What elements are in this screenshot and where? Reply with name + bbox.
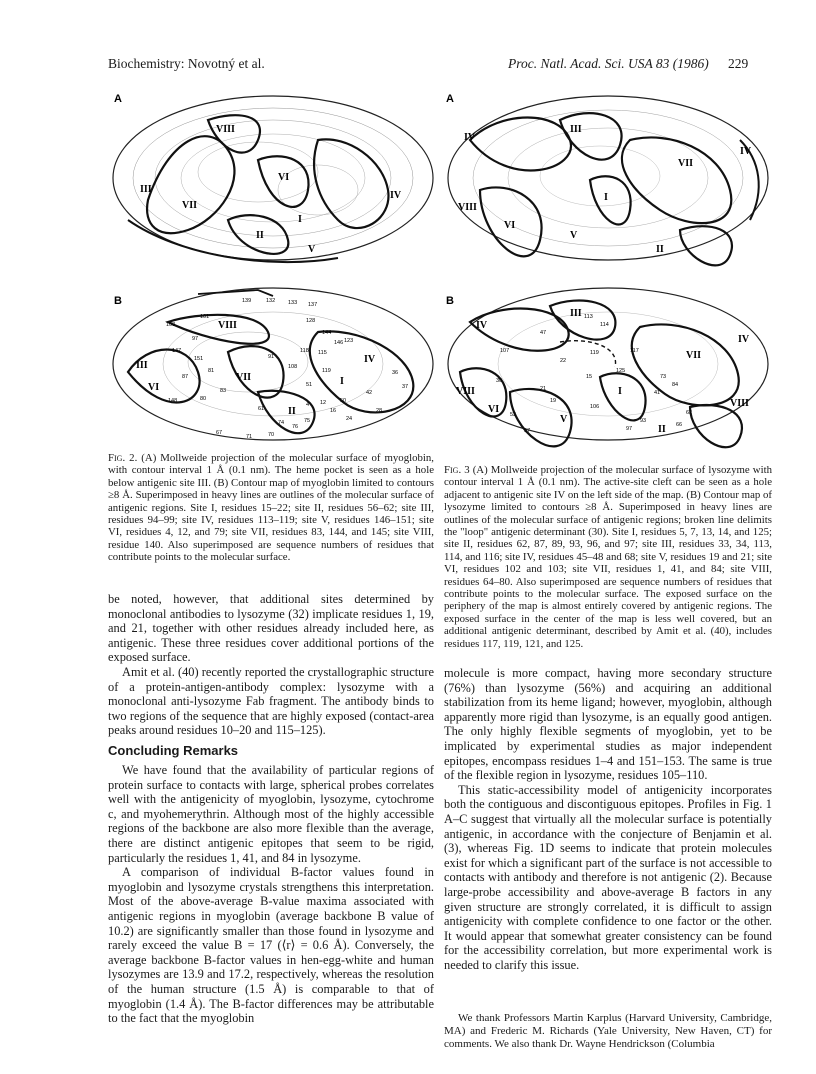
residue-number: 81	[208, 368, 215, 374]
residue-number: 47	[540, 330, 547, 336]
site-label: VI	[488, 404, 500, 415]
residue-number: 144	[322, 330, 332, 336]
site-label: VII	[686, 350, 702, 361]
residue-number: 62	[686, 410, 693, 416]
residue-number: 147	[172, 348, 182, 354]
site-label: IV	[464, 132, 476, 143]
residue-number: 42	[366, 390, 373, 396]
site-label: VII	[236, 372, 252, 383]
site-label: VI	[278, 172, 290, 183]
site-label: VIII	[456, 386, 475, 397]
left-column-top	[108, 592, 434, 738]
residue-number: 83	[220, 388, 227, 394]
site-label: I	[618, 386, 622, 397]
paragraph: A comparison of individual B-factor values found in myoglobin and lysozyme crystals strengthens this interpretation. Most of the above-average B-value maxima associated with antigenic regions in myoglobin (average backbone B value of 10.2) are significantly smaller than those found in lysozyme and rarely exceed the value B = 17 (⟨r⟩ = 0.6 Å). Conversely, the average backbone B-factor values in hen-egg-white and human lysozymes are 13.9 and 17.2, respectively, whereas the resolution of the human structure (1.5 Å) is comparable to that of myoglobin (1.4 Å). The B-factor differences may be attributable to the fact that the myoglobin	[108, 865, 434, 1026]
figure-2-caption	[108, 452, 434, 564]
site-label: VII	[678, 158, 694, 169]
site-label: II	[288, 406, 296, 417]
residue-number: 97	[192, 336, 199, 342]
site-label: VIII	[218, 320, 237, 331]
figure-2a-myoglobin-projection	[108, 80, 438, 270]
residue-number: 151	[194, 356, 204, 362]
residue-number: 91	[268, 354, 275, 360]
residue-number: 71	[246, 434, 253, 440]
site-label: V	[570, 230, 578, 241]
residue-number: 118	[300, 348, 309, 354]
figure-2a-panel-label: A	[114, 93, 122, 105]
residue-number: 53	[510, 412, 517, 418]
residue-number: 148	[168, 398, 178, 404]
residue-number: 117	[630, 348, 639, 354]
residue-number: 137	[308, 302, 318, 308]
residue-number: 12	[320, 400, 327, 406]
residue-number: 76	[292, 424, 299, 430]
residue-number: 93	[640, 418, 647, 424]
residue-number: 107	[500, 348, 510, 354]
residue-number: 119	[322, 368, 331, 374]
site-label: IV	[476, 320, 488, 331]
paragraph: This static-accessibility model of antigenicity incorporates both the contiguous and discontiguous epitopes. Profiles in Fig. 1 A–C suggest that virtually all the molecular surface is potentially antigenic, in accordance with the conjecture of Benjamin et al. (3), whereas Fig. 1D seems to indicate that protein molecules exist for which a significant part of the surface is not accessible to contacts with antibody and therefore is not antigenic (2). Because large-probe accessibility and above-average B factors in any given structure are strongly correlated, it is difficult to assign antigenicity with complete confidence to one factor or the other. It would appear that somewhat greater consistency can be found for the accessibility correlation, but more experimental work is needed to clarify this issue.	[444, 782, 772, 972]
site-label: V	[308, 244, 316, 255]
site-label: VIII	[730, 398, 749, 409]
site-label: VIII	[458, 202, 477, 213]
residue-number: 21	[540, 386, 547, 392]
residue-number: 87	[182, 374, 189, 380]
residue-number: 146	[334, 340, 344, 346]
residue-number: 16	[330, 408, 337, 414]
residue-number: 113	[584, 314, 593, 320]
site-label: III	[570, 124, 582, 135]
right-column-body	[444, 666, 772, 972]
site-label: I	[604, 192, 608, 203]
site-label: II	[256, 230, 264, 241]
residue-number: 80	[200, 396, 207, 402]
residue-number: 97	[626, 426, 633, 432]
site-label: IV	[364, 354, 376, 365]
page-number: 229	[728, 56, 749, 71]
residue-number: 132	[266, 298, 276, 304]
left-column-bottom	[108, 763, 434, 1026]
figure-3b-lysozyme-contours	[440, 282, 776, 452]
residue-number: 57	[524, 428, 531, 434]
residue-number: 139	[242, 298, 252, 304]
paragraph: be noted, however, that additional sites determined by monoclonal antibodies to lysozyme (32) implicate residues 1, 19, and 21, together with other residues already included here, as antigenic. These three residues cover additional portions of the exposed surface.	[108, 592, 434, 665]
paragraph: molecule is more compact, having more secondary structure (76%) than lysozyme (56%) and acquiring an additional stabilization from its heme ligand; however, myoglobin, although apparently more rigid than lysozyme, is an equally good antigen. The only highly flexible segments of myoglobin, yet to be implicated by experimental studies as major independent epitopes, encompass residues 1–4 and 151–153. The same is true of the flexible region in lysozyme, residues 105–110.	[444, 666, 772, 783]
residue-number: 41	[654, 390, 661, 396]
residue-number: 15	[586, 374, 593, 380]
residue-number: 61	[258, 406, 265, 412]
running-header-authors: Biochemistry: Novotný et al.	[108, 56, 265, 71]
site-label: I	[298, 214, 302, 225]
residue-number: 84	[672, 382, 679, 388]
residue-number: 133	[288, 300, 298, 306]
residue-number: 125	[616, 368, 626, 374]
residue-number: 28	[376, 408, 383, 414]
site-label: II	[656, 244, 664, 255]
figure-2-caption-label: Fig. 2.	[108, 452, 138, 464]
residue-number: 106	[590, 404, 600, 410]
site-label: III	[570, 308, 582, 319]
residue-number: 128	[306, 318, 316, 324]
residue-number: 50	[340, 398, 347, 404]
residue-number: 101	[200, 314, 210, 320]
site-label: VI	[504, 220, 516, 231]
figure-2-caption-text: (A) Mollweide projection of the molecular surface of myoglobin, with contour interval 1 Å (0.1 nm). The heme pocket is seen as a hole below antigenic site III. (B) Contour map of myoglobin limited to contours ≥8 Å. Superimposed in heavy lines are outlines of the molecular surface of antigenic regions. Site I, residues 15–22; site II, residues 56–62; site III, residues 94–99; site IV, residues 113–119; site V, residues 146–151; site VI, residues 4, 12, and 79; site VII, residues 83, 144, and 145; site VIII, residue 140. Also superimposed are sequence numbers of residues that contribute points to the molecular surface.	[108, 452, 434, 564]
figure-2b-myoglobin-contours	[108, 282, 438, 452]
residue-number: 108	[288, 364, 298, 370]
site-label: I	[340, 376, 344, 387]
section-heading: Concluding Remarks	[108, 743, 239, 758]
site-label: VI	[148, 382, 160, 393]
figure-3-caption-text: (A) Mollweide projection of the molecular surface of lysozyme with contour interval 1 Å (0.1 nm). The active-site cleft can be seen as a hole adjacent to antigenic site IV on the left side of the map. (B) Contour map of lysozyme limited to contours ≥8 Å. Superimposed in heavy lines are outlines of the molecular surface of antigenic regions; broken line delimits the "loop" antigenic determinant (30). Site I, residues 5, 7, 13, 14, and 125; site II, residues 62, 87, 89, 93, 96, and 97; site III, residues 33, 34, 113, 114, and 116; site IV, residues 45–48 and 68; site V, residues 19 and 21; site VI, residues 102 and 103; site VII, residues 1, 41, and 84; site VIII, residues 64–80. Also superimposed are sequence numbers of residues that contribute points to the molecular surface. The exposed surface on the periphery of the map is almost entirely covered by antigenic regions. The exposed surface in the center of the map is less well covered, but an additional antigenic determinant, described by Amit et al. (40), includes residues 117, 119, 121, and 125.	[444, 464, 772, 650]
figure-3a-lysozyme-projection	[440, 80, 776, 270]
residue-number: 70	[268, 432, 275, 438]
residue-number: 30	[496, 378, 503, 384]
figure-2b-panel-label: B	[114, 295, 122, 307]
residue-number: 66	[676, 422, 683, 428]
site-label: IV	[740, 146, 752, 157]
residue-number: 103	[166, 322, 176, 328]
paragraph: Amit et al. (40) recently reported the crystallographic structure of a protein-antigen-antibody complex: lysozyme with a monoclonal anti-lysozyme Fab fragment. The antibody binds to two regions of the sequence that are highly exposed (contact-area peaks around residues 10–20 and 115–125).	[108, 664, 434, 738]
running-header-journal: Proc. Natl. Acad. Sci. USA 83 (1986)	[508, 56, 709, 71]
site-label: VII	[182, 200, 198, 211]
residue-number: 51	[306, 382, 313, 388]
residue-number: 37	[402, 384, 409, 390]
site-label: VIII	[216, 124, 235, 135]
residue-number: 74	[278, 420, 285, 426]
residue-number: 36	[392, 370, 399, 376]
residue-number: 73	[660, 374, 667, 380]
site-label: V	[560, 414, 568, 425]
residue-number: 24	[346, 416, 353, 422]
acknowledgments: We thank Professors Martin Karplus (Harvard University, Cambridge, MA) and Frederic M. Richards (Yale University, New Haven, CT) for comments. We also thank Dr. Wayne Hendrickson (Columbia	[444, 1012, 772, 1050]
figure-3b-panel-label: B	[446, 295, 454, 307]
residue-number: 119	[590, 350, 599, 356]
figure-3a-panel-label: A	[446, 93, 454, 105]
paragraph: We have found that the availability of particular regions of protein surface to contacts with large, spherical probes correlates well with the antigenicity of myoglobin, lysozyme, cytochrome c, and myohemerythrin. Although most of the highly accessible regions of the backbone are also more flexible than the average, there are distinct antigenic epitopes that seem to be rigid, particularly the residues 1, 41, and 84 in lysozyme.	[108, 763, 434, 865]
site-label: III	[140, 184, 152, 195]
residue-number: 123	[344, 338, 354, 344]
residue-number: 19	[550, 398, 557, 404]
residue-number: 115	[318, 350, 327, 356]
residue-number: 75	[304, 418, 311, 424]
residue-number: 4	[306, 402, 310, 408]
site-label: IV	[738, 334, 750, 345]
site-label: IV	[390, 190, 402, 201]
residue-number: 22	[560, 358, 567, 364]
figure-3-caption	[444, 464, 772, 650]
site-label: III	[136, 360, 148, 371]
site-label: II	[658, 424, 666, 435]
figure-3-caption-label: Fig. 3	[444, 464, 470, 476]
residue-number: 114	[600, 322, 609, 328]
residue-number: 67	[216, 430, 223, 436]
